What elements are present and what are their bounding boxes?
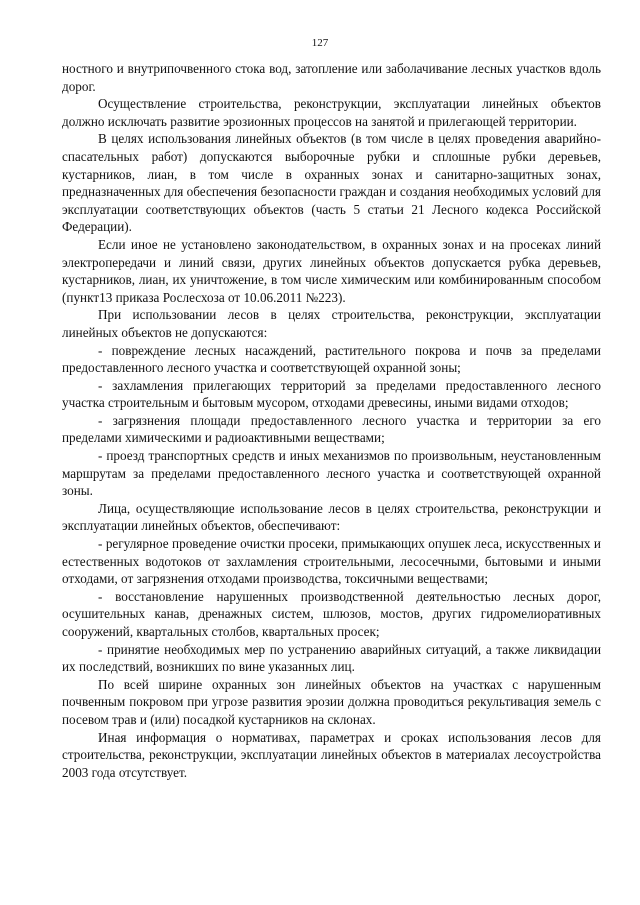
list-item: - загрязнения площади предоставленного лесного участка и территории за его пределами химическими и радиоактивными веществами; — [62, 412, 601, 446]
paragraph-continuation: ностного и внутрипочвенного стока вод, затопление или заболачивание лесных участков вдоль дорог. — [62, 61, 601, 94]
list-item: - регулярное проведение очистки просеки, примыкающих опушек леса, искусственных и естественных водотоков от захламления строительными, лесосечными, бытовыми и иными отходами, от загрязнения отходами производства, токсичными веществами; — [62, 536, 601, 587]
page-number: 127 — [311, 37, 329, 49]
list-item: - восстановление нарушенных производственной деятельностью лесных дорог, осушительных канав, дренажных систем, шлюзов, мостов, других гидромелиоративных сооружений, квартальных столбов, квартальных просек; — [62, 588, 601, 639]
paragraph: При использовании лесов в целях строительства, реконструкции, эксплуатации линейных объектов не допускаются: — [62, 307, 601, 340]
body-text — [62, 60, 601, 781]
list-item: - захламления прилегающих территорий за пределами предоставленного лесного участка строительным и бытовым мусором, отходами древесины, иными видами отходов; — [62, 377, 601, 411]
paragraph: Иная информация о нормативах, параметрах и сроках использования лесов для строительства, реконструкции, эксплуатации линейных объектов в материалах лесоустройства 2003 года отсутствует. — [62, 729, 601, 780]
list-item: - принятие необходимых мер по устранению аварийных ситуаций, а также ликвидации их последствий, возникших по вине указанных лиц. — [62, 641, 601, 675]
paragraph: В целях использования линейных объектов (в том числе в целях проведения аварийно-спасательных работ) допускаются выборочные рубки и сплошные рубки деревьев, кустарников, лиан, в том числе в охранных зонах и санитарно-защитных зонах, предназначенных для обеспечения безопасности граждан и создания необходимых условий для эксплуатации соответствующих объектов (часть 5 статьи 21 Лесного кодекса Российской Федерации). — [62, 131, 601, 235]
paragraph: Если иное не установлено законодательством, в охранных зонах и на просеках линий электропередачи и линий связи, других линейных объектов допускается рубка деревьев, кустарников, лиан, их уничтожение, в том числе химическим или комбинированным способом (пункт13 приказа Рослесхоза от 10.06.2011 №223). — [62, 236, 601, 305]
list-item: - проезд транспортных средств и иных механизмов по произвольным, неустановленным маршрутам за пределами предоставленного лесного участка и соответствующей охранной зоны. — [62, 448, 601, 499]
paragraph: Лица, осуществляющие использование лесов в целях строительства, реконструкции и эксплуатации линейных объектов, обеспечивают: — [62, 500, 601, 534]
paragraph: По всей ширине охранных зон линейных объектов на участках с нарушенным почвенным покровом при угрозе развития эрозии должна проводиться рекультивация земель с посевом трав и (или) посадкой кустарников на склонах. — [62, 676, 601, 727]
list-item: - повреждение лесных насаждений, растительного покрова и почв за пределами предоставленного лесного участка и соответствующей охранной зоны; — [62, 342, 601, 376]
paragraph: Осуществление строительства, реконструкции, эксплуатации линейных объектов должно исключать развитие эрозионных процессов на занятой и прилегающей территории. — [62, 96, 601, 129]
